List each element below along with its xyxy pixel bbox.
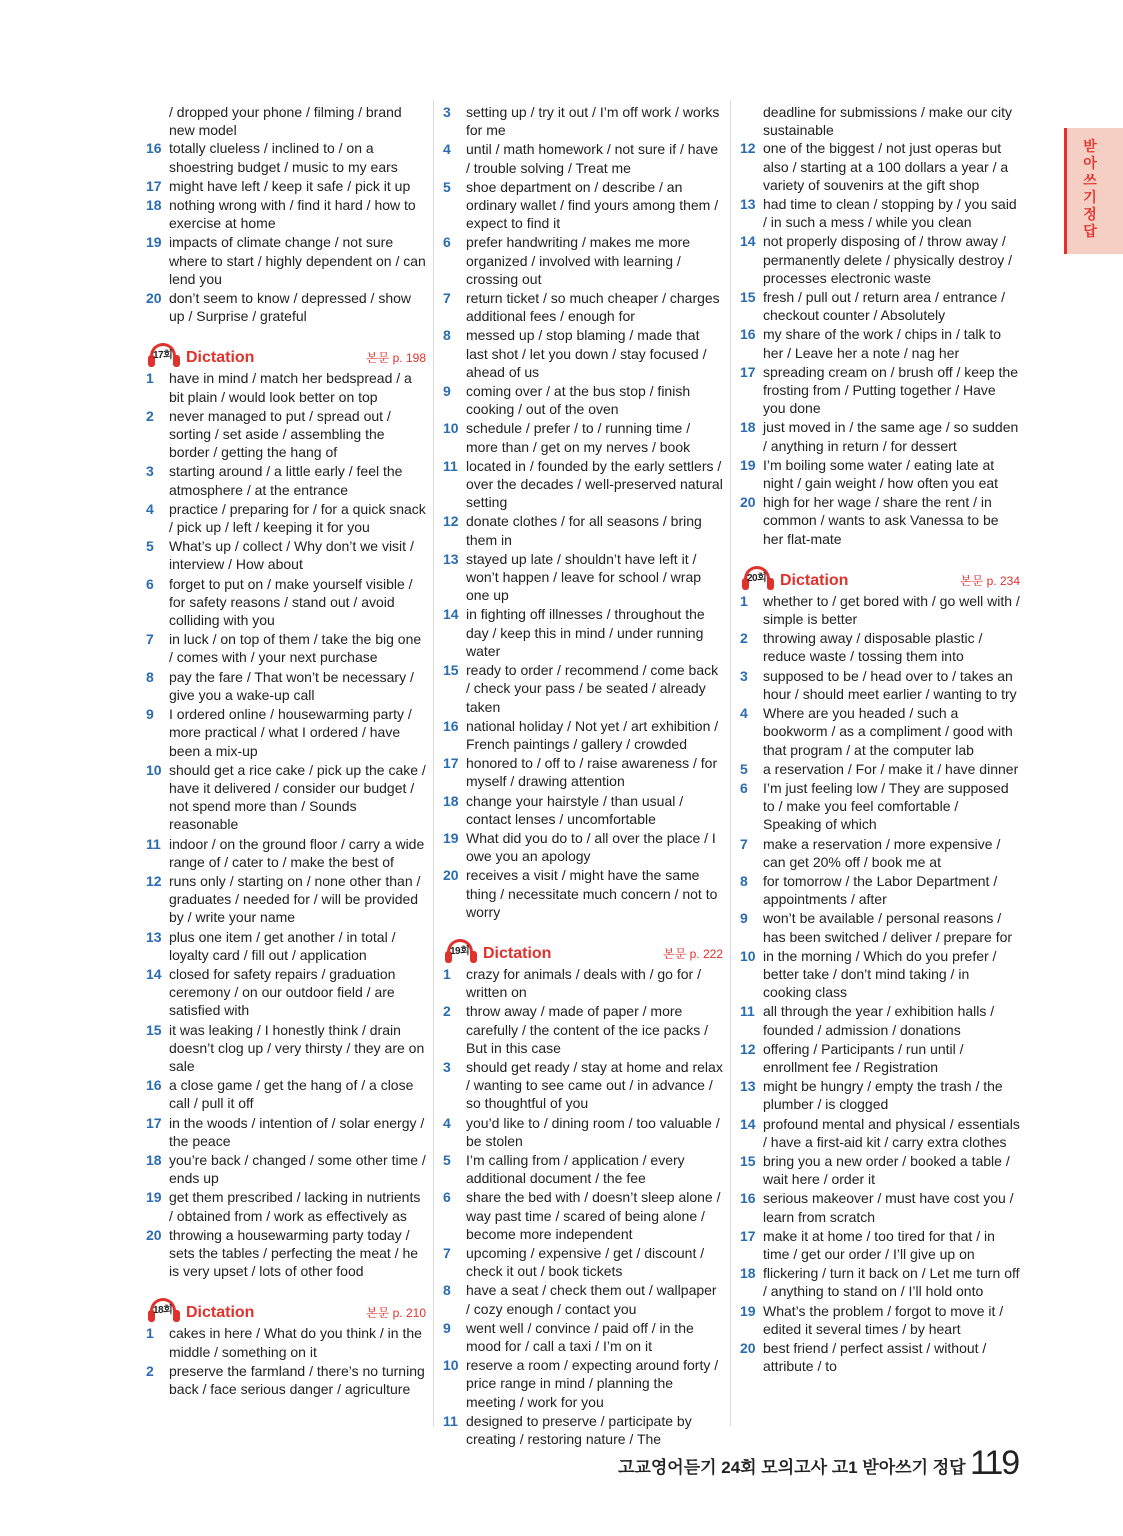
item-number: 8 [146, 668, 154, 685]
item-text: serious makeover / must have cost you / learn from scratch [763, 1190, 1014, 1225]
item-number: 9 [443, 383, 451, 400]
answer-item [443, 326, 723, 381]
item-number: 5 [146, 538, 154, 555]
item-text: setting up / try it out / I’m off work / works for me [466, 104, 720, 139]
answer-item [146, 537, 426, 573]
item-text: won’t be available / personal reasons / has been switched / deliver / prepare for [763, 910, 1013, 945]
section-header-17 [146, 339, 426, 367]
item-number: 2 [443, 1003, 451, 1020]
item-number: 7 [443, 1244, 451, 1261]
item-text: flickering / turn it back on / Let me turn off / anything to stand on / I’ll hold onto [763, 1265, 1020, 1300]
headphone-icon: 19회 [443, 939, 481, 963]
answer-item [740, 288, 1020, 324]
item-text: should get ready / stay at home and relax / wanting to see came out / in advance / so thoughtful of you [466, 1058, 723, 1112]
answer-item [443, 717, 723, 753]
item-text: make it at home / too tired for that / in time / get our order / I’ll give up on [763, 1227, 995, 1262]
answer-item [146, 139, 426, 175]
headphone-icon: 18회 [146, 1298, 184, 1322]
item-text: throwing a housewarming party today / sets the tables / perfecting the meat / he is very upset / lots of other food [169, 1226, 419, 1280]
item-number: 12 [740, 1040, 756, 1057]
item-number: 10 [443, 1357, 459, 1374]
column-1 [146, 103, 426, 1399]
item-number: 20 [740, 1340, 756, 1356]
item-number: 11 [443, 457, 458, 474]
item-number: 3 [146, 463, 154, 480]
item-number: 7 [740, 835, 748, 852]
answer-item [443, 661, 723, 716]
answer-item [146, 1226, 426, 1281]
item-number: 19 [146, 234, 162, 251]
answer-item [443, 866, 723, 921]
item-text: in the morning / Which do you prefer / better take / don’t mind taking / in cooking class [763, 947, 997, 1001]
item-text: crazy for animals / deals with / go for / written on [466, 965, 701, 1001]
answer-item [146, 705, 426, 760]
item-text: impacts of climate change / not sure where to start / highly dependent on / can lend you [169, 234, 426, 287]
answer-item [740, 1115, 1020, 1151]
item-number: 17 [443, 755, 459, 772]
item-text: in fighting off illnesses / throughout the day / keep this in mind / under running water [466, 606, 705, 659]
item-text: change your hairstyle / than usual / contact lenses / uncomfortable [466, 792, 684, 827]
footer [618, 1444, 1018, 1484]
item-text: spreading cream on / brush off / keep the frosting from / Putting together / Have you done [763, 363, 1019, 417]
item-text: share the bed with / doesn’t sleep alone / way past time / scared of being alone / become more independent [466, 1189, 721, 1242]
item-number: 15 [740, 289, 756, 306]
answer-item [740, 872, 1020, 908]
item-number: 19 [740, 456, 756, 473]
item-text: never managed to put / spread out / sorting / set aside / assembling the border / getting the hang of [169, 407, 391, 461]
item-text: upcoming / expensive / get / discount / check it out / book tickets [466, 1244, 705, 1280]
item-number: 20 [146, 290, 162, 307]
item-number: 17 [146, 177, 162, 194]
item-number: 12 [740, 140, 756, 157]
section-title: Dictation [780, 571, 849, 589]
item-text: just moved in / the same age / so sudden / anything in return / for dessert [763, 419, 1019, 454]
answer-item [443, 829, 723, 865]
item-text: return ticket / so much cheaper / charges additional fees / enough for [466, 290, 720, 325]
item-text: Where are you headed / such a bookworm / as a compliment / good with that program / at the computer lab [763, 705, 1013, 758]
answer-list [443, 965, 723, 1448]
item-number: 10 [740, 947, 756, 964]
item-text: forget to put on / make yourself visible / for safety reasons / stand out / avoid colliding with you [169, 575, 413, 629]
item-text: national holiday / Not yet / art exhibition / French paintings / gallery / crowded [466, 717, 719, 752]
item-number: 11 [740, 1003, 755, 1020]
answer-item [443, 178, 723, 233]
item-number: 19 [443, 829, 459, 846]
side-tab [1064, 128, 1123, 254]
item-number: 6 [146, 575, 154, 592]
item-text: might be hungry / empty the trash / the plumber / is clogged [763, 1078, 1003, 1113]
item-number: 1 [146, 1325, 154, 1342]
item-text: closed for safety repairs / graduation ceremony / on our outdoor field / are satisfied with [169, 965, 396, 1019]
side-tab-label: 받아쓰기 정답 [1083, 138, 1097, 239]
item-number: 9 [740, 910, 748, 927]
item-number: 12 [146, 872, 162, 889]
answer-item [443, 605, 723, 660]
answer-item [740, 1264, 1020, 1300]
answer-list [146, 1324, 426, 1398]
answer-item [443, 1188, 723, 1243]
item-text: a reservation / For / make it / have dinner [763, 760, 1019, 777]
answer-item [740, 909, 1020, 945]
item-number: 5 [443, 178, 451, 195]
item-text: whether to / get bored with / go well with / simple is better [763, 592, 1020, 628]
answer-item [443, 1114, 723, 1150]
item-number: 19 [146, 1189, 162, 1206]
item-number: 1 [443, 965, 451, 982]
answer-item [740, 363, 1020, 418]
answer-item [443, 140, 723, 176]
item-number: 6 [740, 779, 748, 796]
column-divider [730, 100, 731, 1426]
item-text: I’m boiling some water / eating late at night / gain weight / how often you eat [763, 456, 999, 492]
item-text: went well / convince / paid off / in the mood for / call a taxi / I’m on it [466, 1319, 694, 1354]
item-number: 10 [146, 761, 162, 778]
answer-item [146, 835, 426, 871]
item-number: 1 [740, 592, 748, 609]
answer-item [740, 456, 1020, 492]
item-text: designed to preserve / participate by creating / restoring nature / The [466, 1412, 692, 1448]
answer-item [740, 1302, 1020, 1338]
answer-item [146, 1114, 426, 1150]
section-title: Dictation [186, 349, 255, 367]
answer-item [443, 382, 723, 418]
continuation-text: deadline for submissions / make our city sustainable [763, 104, 1012, 139]
item-number: 14 [443, 606, 459, 623]
item-number: 7 [146, 631, 154, 648]
item-number: 10 [443, 420, 459, 437]
answer-item [146, 1151, 426, 1187]
item-number: 17 [740, 363, 756, 380]
answer-list [146, 139, 426, 325]
item-number: 13 [740, 196, 756, 213]
answer-item [146, 289, 426, 325]
item-text: preserve the farmland / there’s no turning back / face serious danger / agriculture [169, 1362, 425, 1397]
answer-item [443, 233, 723, 288]
section-page-ref: 본문 p. 234 [960, 573, 1020, 588]
answer-item [740, 704, 1020, 759]
section-title: Dictation [186, 1304, 255, 1322]
page-number: 119 [970, 1444, 1019, 1482]
item-text: my share of the work / chips in / talk to her / Leave her a note / nag her [763, 326, 1002, 361]
item-text: located in / founded by the early settlers / over the decades / well-preserved natural setting [466, 457, 723, 511]
item-number: 18 [146, 1151, 162, 1168]
item-text: profound mental and physical / essentials / have a first-aid kit / carry extra clothes [763, 1115, 1020, 1150]
answer-item [443, 1319, 723, 1355]
item-number: 16 [146, 1077, 162, 1094]
answer-item [146, 575, 426, 630]
item-number: 4 [443, 141, 451, 158]
item-text: runs only / starting on / none other than / graduates / needed for / will be provided by / write your name [169, 872, 421, 926]
answer-item [146, 369, 426, 405]
item-number: 17 [740, 1227, 756, 1244]
answer-item [740, 760, 1020, 778]
answer-item [740, 1227, 1020, 1263]
answer-item [740, 1040, 1020, 1076]
item-number: 18 [443, 792, 459, 809]
item-number: 18 [146, 197, 162, 214]
item-number: 4 [443, 1114, 451, 1131]
item-text: it was leaking / I honestly think / drain doesn’t clog up / very thirsty / they are on sale [169, 1021, 425, 1074]
item-number: 7 [443, 290, 451, 307]
item-number: 6 [443, 234, 451, 251]
answer-item [443, 512, 723, 548]
column-3 [740, 103, 1020, 1376]
item-text: What’s up / collect / Why don’t we visit / interview / How about [169, 538, 414, 573]
item-number: 13 [740, 1078, 756, 1095]
item-number: 16 [740, 1190, 756, 1207]
answer-item [146, 761, 426, 834]
item-number: 5 [443, 1151, 451, 1168]
item-number: 8 [740, 872, 748, 889]
answer-item [740, 779, 1020, 834]
column-2 [443, 103, 723, 1449]
column-divider [433, 100, 434, 1426]
answer-list [443, 103, 723, 921]
answer-item [146, 630, 426, 666]
answer-item [740, 1189, 1020, 1225]
item-text: offering / Participants / run until / enrollment fee / Registration [763, 1040, 964, 1075]
item-text: had time to clean / stopping by / you said / in such a mess / while you clean [763, 196, 1017, 231]
answer-item [146, 965, 426, 1020]
item-number: 5 [740, 760, 748, 777]
item-number: 15 [443, 662, 459, 679]
answer-item [443, 289, 723, 325]
item-text: have a seat / check them out / wallpaper / cozy enough / contact you [466, 1282, 717, 1317]
item-text: totally clueless / inclined to / on a shoestring budget / music to my ears [169, 140, 398, 175]
item-text: receives a visit / might have the same thing / necessitate much concern / not to worry [466, 867, 718, 920]
item-number: 11 [146, 835, 161, 852]
item-text: I’m calling from / application / every additional document / the fee [466, 1151, 685, 1187]
item-text: you’re back / changed / some other time / ends up [169, 1151, 426, 1187]
item-number: 3 [443, 1058, 451, 1075]
footer-title: 고교영어듣기 24회 모의고사 고1 받아쓰기 정답 [618, 1458, 966, 1477]
item-number: 12 [443, 513, 459, 530]
item-text: stayed up late / shouldn’t have left it / won’t happen / leave for school / wrap one up [466, 550, 702, 604]
item-number: 20 [740, 494, 756, 511]
answer-item [146, 233, 426, 288]
item-text: get them prescribed / lacking in nutrients / obtained from / work as effectively as [169, 1189, 421, 1224]
answer-item [146, 928, 426, 964]
item-number: 4 [740, 705, 748, 722]
item-number: 14 [146, 965, 162, 982]
answer-item [146, 500, 426, 536]
answer-item [740, 195, 1020, 231]
item-number: 13 [146, 928, 162, 945]
answer-item [740, 325, 1020, 361]
answer-item [740, 667, 1020, 703]
item-text: I’m just feeling low / They are supposed to / make you feel comfortable / Speaking of which [763, 779, 1009, 833]
item-text: you’d like to / dining room / too valuable / be stolen [466, 1114, 720, 1149]
item-text: practice / preparing for / for a quick snack / pick up / left / keeping it for you [169, 500, 426, 536]
section-title: Dictation [483, 944, 552, 962]
item-text: fresh / pull out / return area / entrance / checkout counter / Absolutely [763, 289, 1006, 324]
item-text: honored to / off to / raise awareness / for myself / drawing attention [466, 755, 718, 790]
item-text: best friend / perfect assist / without / attribute / to [763, 1340, 987, 1375]
item-text: plus one item / get another / in total / loyalty card / fill out / application [169, 928, 396, 963]
answer-item [443, 1058, 723, 1113]
item-text: throwing away / disposable plastic / reduce waste / tossing them into [763, 630, 983, 665]
answer-item [146, 872, 426, 927]
section-page-ref: 본문 p. 222 [663, 946, 723, 961]
answer-item [443, 1356, 723, 1411]
item-text: not properly disposing of / throw away / permanently delete / physically destroy / processes electronic waste [763, 233, 1013, 286]
answer-item [146, 1021, 426, 1076]
continuation-text: / dropped your phone / filming / brand new model [169, 104, 402, 139]
answer-item [740, 1002, 1020, 1038]
item-text: high for her wage / share the rent / in common / wants to ask Vanessa to be her flat-mate [763, 494, 999, 547]
item-text: schedule / prefer / to / running time / more than / get on my nerves / book [466, 420, 691, 455]
answer-item [443, 1412, 723, 1448]
answer-item [443, 1244, 723, 1280]
item-number: 2 [740, 630, 748, 647]
item-number: 2 [146, 1362, 154, 1379]
item-text: pay the fare / That won’t be necessary / give you a wake-up call [169, 668, 414, 703]
item-number: 14 [740, 233, 756, 250]
section-page-ref: 본문 p. 198 [366, 351, 426, 366]
item-text: until / math homework / not sure if / have / trouble solving / Treat me [466, 141, 719, 176]
answer-item [740, 1152, 1020, 1188]
answer-item [740, 947, 1020, 1002]
item-number: 4 [146, 500, 154, 517]
item-number: 3 [740, 667, 748, 684]
item-number: 8 [443, 1282, 451, 1299]
item-text: cakes in here / What do you think / in the middle / something on it [169, 1325, 422, 1360]
answer-item [740, 1339, 1020, 1375]
item-number: 18 [740, 1265, 756, 1282]
item-text: all through the year / exhibition halls / founded / admission / donations [763, 1003, 995, 1038]
answer-item [443, 457, 723, 512]
item-text: might have left / keep it safe / pick it up [169, 177, 411, 194]
section-page-ref: 본문 p. 210 [366, 1306, 426, 1321]
item-number: 17 [146, 1114, 162, 1131]
item-number: 11 [443, 1412, 458, 1429]
item-text: donate clothes / for all seasons / bring them in [466, 513, 702, 548]
item-number: 3 [443, 104, 451, 120]
answer-item [740, 139, 1020, 194]
item-text: throw away / made of paper / more carefully / the content of the ice packs / But in this case [466, 1003, 709, 1056]
answer-item [146, 177, 426, 195]
answer-item [443, 419, 723, 455]
answer-item [740, 629, 1020, 665]
item-text: prefer handwriting / makes me more organized / involved with learning / crossing out [466, 234, 691, 287]
answer-item [443, 792, 723, 828]
answer-item [146, 1188, 426, 1224]
answer-list [740, 592, 1020, 1376]
answer-item [146, 1076, 426, 1112]
item-number: 8 [443, 327, 451, 344]
item-text: What did you do to / all over the place / I owe you an apology [466, 829, 716, 865]
answer-item [443, 965, 723, 1001]
item-text: supposed to be / head over to / takes an hour / should meet earlier / wanting to try [763, 667, 1017, 702]
answer-item [443, 1002, 723, 1057]
answer-item [443, 1281, 723, 1317]
item-number: 16 [443, 717, 459, 734]
item-text: reserve a room / expecting around forty / price range in mind / planning the meeting / work for you [466, 1357, 719, 1410]
item-text: bring you a new order / booked a table / wait here / order it [763, 1152, 1010, 1188]
answer-item [146, 196, 426, 232]
item-text: a close game / get the hang of / a close call / pull it off [169, 1077, 414, 1112]
answer-item [146, 1324, 426, 1360]
headphone-icon: 20회 [740, 566, 778, 590]
answer-item [443, 754, 723, 790]
answer-item [740, 232, 1020, 287]
answer-item [146, 407, 426, 462]
item-number: 13 [443, 550, 459, 567]
answer-item [146, 1362, 426, 1398]
answer-item [740, 493, 1020, 548]
item-text: have in mind / match her bedspread / a bit plain / would look better on top [169, 370, 412, 405]
item-number: 6 [443, 1189, 451, 1206]
item-number: 9 [146, 706, 154, 723]
answer-item [740, 1077, 1020, 1113]
item-number: 20 [443, 867, 459, 884]
answer-item [443, 1151, 723, 1187]
item-number: 16 [146, 140, 162, 157]
item-text: I ordered online / housewarming party / more practical / what I ordered / have been a mix-up [169, 706, 412, 759]
item-text: indoor / on the ground floor / carry a wide range of / cater to / make the best of [169, 835, 425, 870]
item-number: 19 [740, 1302, 756, 1319]
answer-item [146, 668, 426, 704]
item-number: 1 [146, 370, 154, 387]
item-text: should get a rice cake / pick up the cake / have it delivered / consider our budget / not spend more than / Sounds reasonable [169, 761, 426, 833]
item-text: nothing wrong with / find it hard / how to exercise at home [169, 197, 416, 232]
item-text: What’s the problem / forgot to move it / edited it several times / by heart [763, 1302, 1004, 1337]
item-number: 14 [740, 1115, 756, 1132]
item-text: don’t seem to know / depressed / show up / Surprise / grateful [169, 290, 412, 325]
answer-list [146, 369, 426, 1280]
section-header-19 [443, 935, 723, 963]
item-number: 18 [740, 419, 756, 436]
item-text: shoe department on / describe / an ordinary wallet / find yours among them / expect to find it [466, 178, 719, 232]
item-text: one of the biggest / not just operas but also / starting at a 100 dollars a year / a variety of souvenirs at the gift shop [763, 140, 1009, 193]
section-header-18 [146, 1294, 426, 1322]
item-text: in the woods / intention of / solar energy / the peace [169, 1114, 425, 1149]
item-number: 2 [146, 407, 154, 424]
answer-item [443, 103, 723, 139]
item-text: messed up / stop blaming / made that last shot / let you down / stay focused / ahead of us [466, 327, 707, 380]
item-number: 15 [146, 1021, 162, 1038]
item-number: 20 [146, 1226, 162, 1243]
item-number: 15 [740, 1152, 756, 1169]
item-text: for tomorrow / the Labor Department / appointments / after [763, 872, 998, 908]
answer-item [740, 592, 1020, 628]
item-text: starting around / a little early / feel the atmosphere / at the entrance [169, 463, 403, 498]
answer-item [740, 418, 1020, 454]
item-text: in luck / on top of them / take the big one / comes with / your next purchase [169, 631, 422, 666]
item-text: make a reservation / more expensive / can get 20% off / book me at [763, 835, 1001, 870]
item-text: coming over / at the bus stop / finish cooking / out of the oven [466, 383, 691, 418]
item-number: 16 [740, 326, 756, 343]
item-text: ready to order / recommend / come back / check your pass / be seated / already taken [466, 662, 719, 715]
answer-item [146, 462, 426, 498]
item-number: 9 [443, 1319, 451, 1336]
headphone-icon: 17회 [146, 343, 184, 367]
answer-item [740, 835, 1020, 871]
section-header-20 [740, 562, 1020, 590]
answer-list [740, 139, 1020, 547]
answer-item [443, 550, 723, 605]
